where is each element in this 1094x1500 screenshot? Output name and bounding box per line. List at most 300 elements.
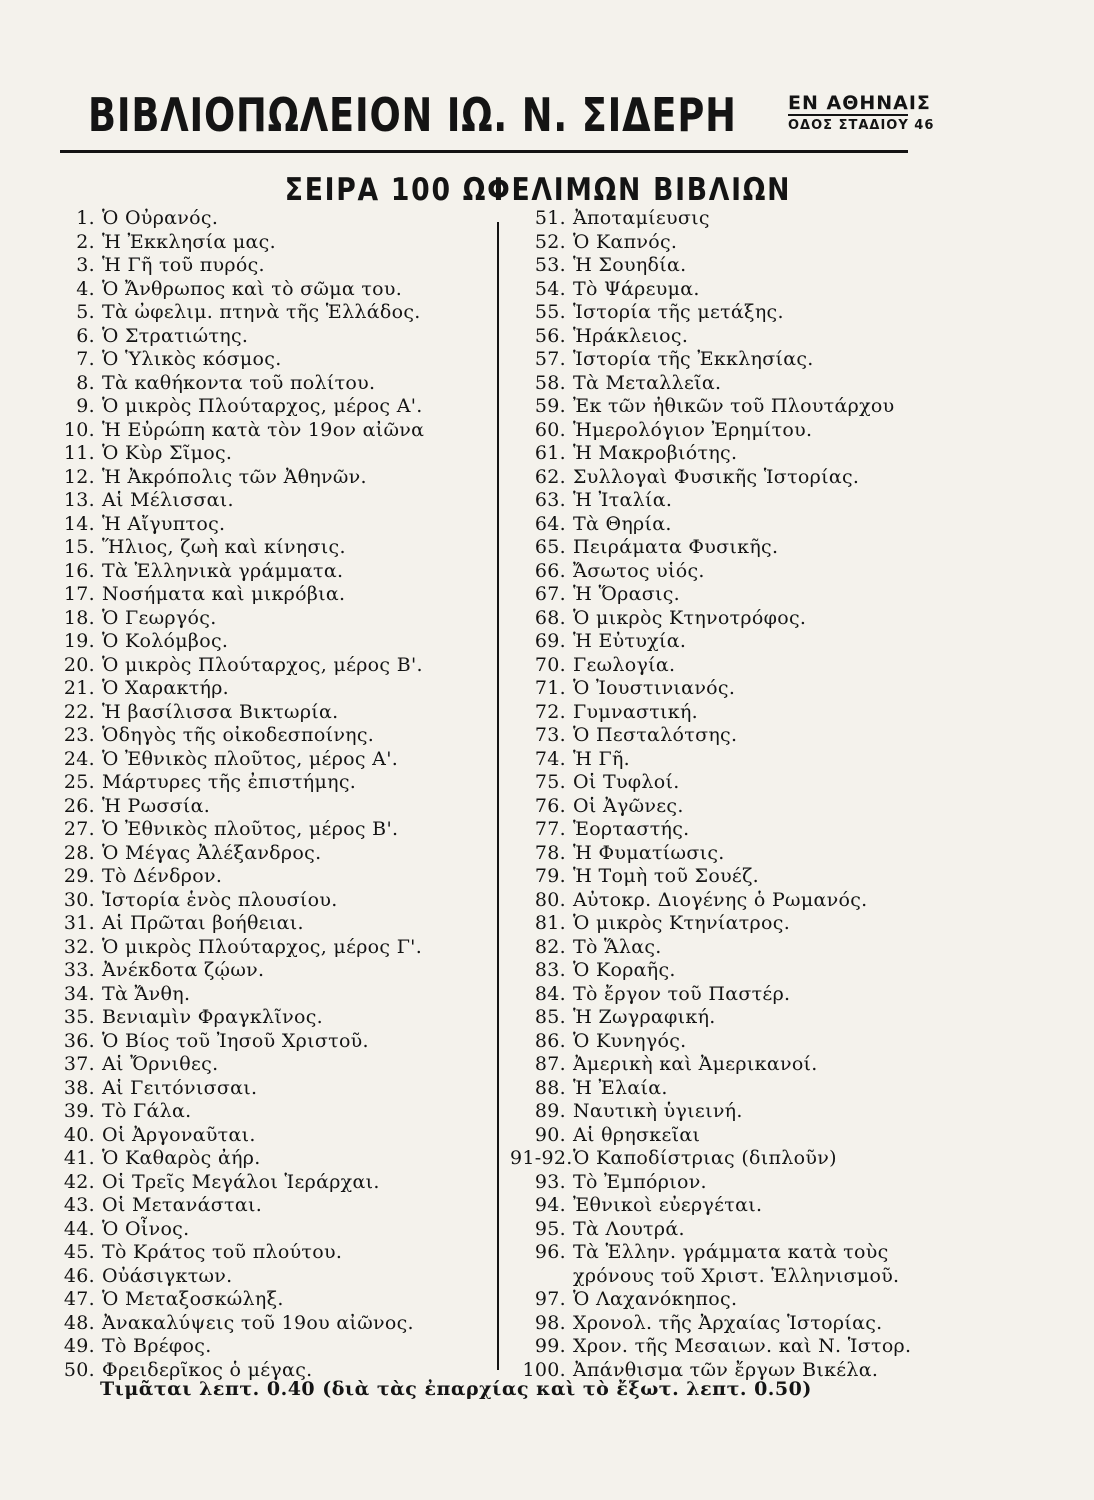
book-number: 37. [63, 1053, 95, 1075]
book-title [102, 466, 367, 488]
book-entry [52, 818, 492, 842]
book-title-line: Μάρτυρες τῆς ἐπιστήμης. [102, 771, 357, 793]
book-number: 63. [534, 489, 566, 511]
book-title-line: Οἱ Ἀγῶνες. [573, 794, 684, 817]
book-number: 71. [534, 677, 566, 699]
book-entry [510, 231, 930, 255]
book-number: 82. [534, 935, 566, 958]
book-title-line: Ἡ Ἀκρόπολις τῶν Ἀθηνῶν. [102, 465, 367, 488]
book-number: 98. [534, 1311, 566, 1334]
book-entry [52, 513, 492, 537]
book-title [573, 207, 710, 229]
book-title-line: Οὐάσιγκτων. [102, 1264, 233, 1287]
book-title-line: Τὰ Θηρία. [573, 512, 672, 535]
book-number: 88. [534, 1076, 566, 1099]
book-entry [510, 889, 930, 913]
book-title [102, 254, 265, 276]
book-title-line: Ἡ Γῆ τοῦ πυρός. [102, 254, 265, 276]
book-number: 79. [534, 865, 566, 887]
book-entry [510, 677, 930, 701]
book-number: 54. [534, 277, 566, 300]
book-number: 78. [534, 841, 566, 864]
book-title [102, 348, 282, 370]
book-entry [52, 1124, 492, 1148]
book-title [573, 654, 675, 676]
book-title-line: Ὁδηγὸς τῆς οἰκοδεσποίνης. [102, 724, 375, 746]
book-entry [52, 795, 492, 819]
book-title [573, 983, 790, 1005]
book-number: 36. [63, 1029, 95, 1052]
book-title [102, 372, 375, 394]
book-title-line: Ἀποταμίευσις [573, 207, 710, 229]
book-title [102, 1312, 414, 1334]
book-number: 2. [76, 230, 95, 253]
book-entry [510, 1124, 930, 1148]
book-number: 87. [534, 1053, 566, 1075]
book-number: 23. [63, 724, 95, 746]
book-entry [510, 1288, 930, 1312]
book-entry [52, 1100, 492, 1124]
book-title-line: Ὁ Ἐθνικὸς πλοῦτος, μέρος Β'. [102, 818, 399, 840]
book-number: 59. [534, 395, 566, 417]
book-entry [52, 912, 492, 936]
book-entry [510, 1030, 930, 1054]
book-entry [510, 325, 930, 349]
book-number: 83. [534, 959, 566, 981]
book-title [102, 1194, 262, 1216]
book-title-line: Ἡράκλειος. [573, 324, 689, 347]
book-number: 61. [534, 442, 566, 464]
book-title-line: Ἡ Μακροβιότης. [573, 442, 738, 464]
book-number: 60. [534, 418, 566, 441]
book-entry [52, 607, 492, 631]
book-entry [52, 701, 492, 725]
book-title [573, 560, 705, 582]
book-title [573, 748, 630, 770]
book-number: 72. [534, 700, 566, 723]
book-number: 33. [63, 959, 95, 981]
book-title-line: Ὁ Μέγας Ἀλέξανδρος. [102, 841, 322, 864]
book-title-line: Ἱστορία τῆς Ἐκκλησίας. [573, 348, 814, 370]
book-title-line: Οἱ Μετανάσται. [102, 1194, 263, 1216]
book-entry [510, 372, 930, 396]
book-entry [52, 842, 492, 866]
book-title [573, 254, 686, 276]
book-title-line: Χρον. τῆς Μεσαιων. καὶ Ν. Ἱστορ. [573, 1335, 912, 1357]
book-title [102, 842, 321, 864]
book-title-line: Γυμναστική. [573, 700, 698, 723]
book-title [102, 959, 264, 981]
book-title [573, 865, 759, 887]
street-label: ΟΔΟΣ ΣΤΑΔΙΟΥ 46 [788, 118, 935, 133]
book-title-line: Ναυτικὴ ὑγιεινή. [573, 1100, 743, 1122]
book-title [102, 1171, 380, 1193]
book-title [573, 1171, 707, 1193]
book-number: 43. [63, 1194, 95, 1216]
book-title-line: Αἱ Ὄρνιθες. [102, 1053, 219, 1075]
book-title [573, 889, 867, 911]
book-number: 20. [63, 653, 95, 676]
book-title [573, 677, 735, 699]
book-title-line: Τὸ Γάλα. [102, 1100, 192, 1122]
book-title [573, 1077, 668, 1099]
book-title-line: Ἀνακαλύψεις τοῦ 19ου αἰῶνος. [102, 1311, 414, 1334]
book-title [102, 865, 222, 887]
book-entry [52, 1265, 492, 1289]
book-entry [510, 1335, 930, 1359]
book-title [102, 1100, 191, 1122]
book-entry [52, 771, 492, 795]
book-title-line: Ὁ Ἐθνικὸς πλοῦτος, μέρος Α'. [102, 747, 399, 770]
book-number: 35. [63, 1006, 95, 1028]
book-title [573, 724, 737, 746]
book-entry [52, 724, 492, 748]
book-number: 95. [534, 1217, 566, 1240]
book-entry [510, 654, 930, 678]
book-title [102, 1077, 257, 1099]
book-title [102, 607, 217, 629]
book-title [102, 818, 398, 840]
book-title-line: Ὁ Λαχανόκηπος. [573, 1288, 738, 1310]
book-title [102, 724, 374, 746]
book-entry [52, 1171, 492, 1195]
book-entry [52, 865, 492, 889]
book-number: 62. [534, 465, 566, 488]
book-title-line: Αὐτοκρ. Διογένης ὁ Ρωμανός. [573, 888, 868, 911]
book-entry [510, 1053, 930, 1077]
book-number: 22. [63, 700, 95, 723]
book-entry [510, 278, 930, 302]
book-title-line: Ἐκ τῶν ἠθικῶν τοῦ Πλουτάρχου [573, 395, 895, 417]
book-title-line: Ἱστορία τῆς μετάξης. [573, 301, 784, 323]
book-number: 34. [63, 982, 95, 1005]
book-title-line: Ὁ μικρὸς Κτηνίατρος. [573, 912, 791, 934]
book-title [102, 654, 423, 676]
book-title [102, 795, 210, 817]
book-title-line: Ἡ Ζωγραφική. [573, 1006, 716, 1028]
header [88, 88, 935, 158]
book-title [102, 1241, 342, 1263]
book-title [102, 207, 218, 229]
book-title-line: Ὁ Οὐρανός. [102, 207, 219, 229]
book-title-line: Τὰ Ἄνθη. [102, 982, 191, 1005]
book-title-line: Συλλογαὶ Φυσικῆς Ἱστορίας. [573, 465, 860, 488]
book-title-line: Ὁ Μεταξοσκώληξ. [102, 1288, 284, 1310]
book-title [573, 607, 806, 629]
book-entry [52, 677, 492, 701]
book-entry [52, 395, 492, 419]
book-entry [52, 325, 492, 349]
book-title [573, 231, 677, 253]
book-number: 69. [534, 630, 566, 652]
book-entry [510, 560, 930, 584]
book-number: 26. [63, 794, 95, 817]
book-number: 38. [63, 1076, 95, 1099]
book-entry [52, 1147, 492, 1171]
book-title [102, 1335, 212, 1357]
book-title-line: Ἀνέκδοτα ζῴων. [102, 959, 265, 981]
book-number: 30. [63, 888, 95, 911]
book-entry [510, 254, 930, 278]
book-title [573, 1006, 716, 1028]
book-number: 97. [534, 1288, 566, 1310]
book-entry [510, 724, 930, 748]
book-title [102, 912, 304, 934]
book-title [102, 1030, 369, 1052]
publisher-address [788, 92, 935, 136]
book-entry [52, 348, 492, 372]
book-entry [510, 1218, 930, 1242]
book-entry [510, 442, 930, 466]
book-entry [510, 1312, 930, 1336]
book-title [102, 1006, 323, 1028]
book-title [573, 936, 662, 958]
book-title [573, 278, 700, 300]
book-title-line: Αἱ Γειτόνισσαι. [102, 1076, 258, 1099]
book-number: 10. [63, 418, 95, 441]
book-number: 96. [534, 1241, 566, 1263]
book-title-line: Τὰ καθήκοντα τοῦ πολίτου. [102, 371, 376, 394]
book-number: 65. [534, 536, 566, 558]
book-title [573, 301, 784, 323]
book-entry [52, 1006, 492, 1030]
book-title-line: Τὸ Βρέφος. [102, 1335, 212, 1357]
book-number: 11. [63, 442, 95, 464]
book-entry [52, 1053, 492, 1077]
book-title [573, 818, 689, 840]
book-entry [510, 513, 930, 537]
book-entry [510, 771, 930, 795]
book-entry [510, 1006, 930, 1030]
book-title [573, 1288, 737, 1310]
book-title [573, 395, 895, 417]
book-title [102, 1265, 233, 1287]
book-number: 73. [534, 724, 566, 746]
book-entry [510, 1077, 930, 1101]
book-number: 25. [63, 771, 95, 793]
book-entry [52, 983, 492, 1007]
book-number: 46. [63, 1264, 95, 1287]
book-title [102, 1288, 284, 1310]
book-title-line: Ὁ μικρὸς Πλούταρχος, μέρος Β'. [102, 653, 423, 676]
book-number: 41. [63, 1147, 95, 1169]
book-number: 5. [76, 301, 95, 323]
book-title [102, 936, 422, 958]
city-label: ΕΝ ΑΘΗΝΑΙΣ [788, 92, 931, 114]
book-title-line: Πειράματα Φυσικῆς. [573, 536, 779, 558]
book-entry [52, 959, 492, 983]
book-title [102, 325, 248, 347]
book-title-line: Ὁ Χαρακτήρ. [102, 677, 230, 699]
book-title [573, 1124, 700, 1146]
book-title [102, 489, 234, 511]
book-entry [510, 301, 930, 325]
book-title [573, 1147, 837, 1169]
book-number: 91-92. [510, 1147, 573, 1169]
book-title [573, 419, 812, 441]
book-title [102, 442, 232, 464]
book-title [573, 348, 814, 370]
book-number: 89. [534, 1100, 566, 1122]
book-title-line: Ἡ Τομὴ τοῦ Σουέζ. [573, 865, 760, 887]
book-title-line: Ὁ Στρατιώτης. [102, 324, 249, 347]
book-title-line: Ὁ Κολόμβος. [102, 630, 229, 652]
book-title-line: Ἡ Εὐρώπη κατὰ τὸν 19ον αἰῶνα [102, 418, 425, 441]
book-entry [52, 466, 492, 490]
book-title-line: Ἥλιος, ζωὴ καὶ κίνησις. [102, 536, 346, 558]
book-number: 12. [63, 465, 95, 488]
book-entry [510, 748, 930, 772]
book-number: 50. [63, 1358, 95, 1381]
book-number: 55. [534, 301, 566, 323]
book-title [102, 1124, 256, 1146]
book-title [573, 466, 859, 488]
book-title-line: Τὰ Λουτρά. [573, 1217, 685, 1240]
book-entry [510, 1147, 930, 1171]
book-title-line: Γεωλογία. [573, 653, 676, 676]
book-title [102, 889, 338, 911]
book-number: 32. [63, 935, 95, 958]
book-title-line: Ἀπάνθισμα τῶν ἔργων Βικέλα. [573, 1358, 879, 1381]
book-number: 76. [534, 794, 566, 817]
book-number: 64. [534, 512, 566, 535]
book-title-line: Ὁ Γεωργός. [102, 606, 217, 629]
book-number: 80. [534, 888, 566, 911]
book-title-line: Ὁ Ὑλικὸς κόσμος. [102, 348, 282, 370]
book-entry [52, 936, 492, 960]
book-title-line: Ὁ Κὺρ Σῖμος. [102, 442, 233, 464]
book-title [102, 419, 424, 441]
book-title [102, 748, 398, 770]
book-entry [52, 1030, 492, 1054]
book-number: 67. [534, 583, 566, 605]
book-number: 93. [534, 1170, 566, 1193]
book-title-line: Ἡ Ὅρασις. [573, 583, 681, 605]
book-title-line: Ὁ Καθαρὸς ἀήρ. [102, 1147, 261, 1169]
book-title-line: Ἡμερολόγιον Ἐρημίτου. [573, 418, 813, 441]
book-entry [510, 583, 930, 607]
book-entry [52, 630, 492, 654]
book-title-line: Βενιαμὶν Φραγκλῖνος. [102, 1006, 323, 1028]
book-number: 29. [63, 865, 95, 887]
book-title-line: Ἡ Ἰταλία. [573, 489, 673, 511]
book-title-line: Ὁ Καπνός. [573, 230, 678, 253]
book-title-line: Ὁ Ἰουστινιανός. [573, 677, 736, 699]
book-number: 85. [534, 1006, 566, 1028]
book-number: 6. [76, 324, 95, 347]
book-number: 49. [63, 1335, 95, 1357]
book-number: 42. [63, 1170, 95, 1193]
book-title [573, 771, 680, 793]
book-number: 94. [534, 1194, 566, 1216]
book-number: 31. [63, 912, 95, 934]
book-title-line: Ὁ Βίος τοῦ Ἰησοῦ Χριστοῦ. [102, 1029, 369, 1052]
book-entry [510, 466, 930, 490]
book-entry [510, 419, 930, 443]
book-title [102, 677, 229, 699]
book-entry [52, 278, 492, 302]
book-title-line: Οἱ Ἀργοναῦται. [102, 1123, 256, 1146]
book-title-line: Ἡ Φυματίωσις. [573, 841, 725, 864]
book-title-line: Τὰ ὠφελιμ. πτηνὰ τῆς Ἑλλάδος. [102, 301, 421, 323]
book-title [573, 1218, 685, 1240]
book-title [102, 560, 343, 582]
book-title [573, 536, 778, 558]
book-number: 51. [534, 207, 566, 229]
book-number: 27. [63, 818, 95, 840]
book-entry [52, 560, 492, 584]
book-entry [52, 419, 492, 443]
book-number: 84. [534, 982, 566, 1005]
book-title-line: Τὸ Ἅλας. [573, 935, 662, 958]
book-entry [510, 842, 930, 866]
book-title [102, 536, 346, 558]
book-title-line: Οἱ Τρεῖς Μεγάλοι Ἱεράρχαι. [102, 1170, 380, 1193]
book-title [102, 771, 356, 793]
book-title-line: Τὰ Μεταλλεῖα. [573, 371, 722, 394]
book-title [573, 1194, 762, 1216]
book-title [102, 583, 345, 605]
book-title-line: Τὸ Ψάρευμα. [573, 277, 700, 300]
book-title [573, 959, 676, 981]
book-title [573, 1053, 818, 1075]
book-title [102, 278, 402, 300]
book-number: 100. [522, 1358, 566, 1381]
book-number: 52. [534, 230, 566, 253]
book-entry [52, 1077, 492, 1101]
book-entry [52, 1335, 492, 1359]
book-title [102, 513, 225, 535]
book-title-line: Ἡ βασίλισσα Βικτωρία. [102, 700, 339, 723]
book-entry [52, 1312, 492, 1336]
publisher-name: ΒΙΒΛΙΟΠΩΛΕΙΟΝ ΙΩ. Ν. ΣΙΔΕΡΗ [88, 88, 737, 142]
book-number: 21. [63, 677, 95, 699]
book-number: 48. [63, 1311, 95, 1334]
header-rule [60, 150, 908, 153]
book-title-line: Ὁ Κοραῆς. [573, 959, 676, 981]
book-title-line: Ὁ Καποδίστριας (διπλοῦν) [573, 1147, 837, 1169]
book-number: 45. [63, 1241, 95, 1263]
book-title [102, 395, 423, 417]
book-entry [52, 654, 492, 678]
book-title [573, 1335, 911, 1357]
book-number: 16. [63, 559, 95, 582]
book-number: 57. [534, 348, 566, 370]
book-entry [52, 207, 492, 231]
book-title-line: Τὰ Ἑλληνικὰ γράμματα. [102, 559, 344, 582]
book-title-line: Τὸ Δένδρον. [102, 865, 223, 887]
book-title-line: Οἱ Τυφλοί. [573, 771, 680, 793]
book-number: 24. [63, 747, 95, 770]
book-number: 74. [534, 747, 566, 770]
book-entry [510, 1100, 930, 1124]
book-title [102, 1218, 189, 1240]
book-title-line: Ἡ Σουηδία. [573, 254, 687, 276]
right-book-list [510, 207, 930, 1382]
book-entry [510, 959, 930, 983]
book-title [573, 583, 680, 605]
book-title [573, 630, 686, 652]
book-entry [510, 395, 930, 419]
book-title [573, 513, 672, 535]
book-title-line: Ὁ μικρὸς Πλούταρχος, μέρος Γ'. [102, 935, 423, 958]
book-entry [52, 1241, 492, 1265]
book-number: 7. [76, 348, 95, 370]
book-title-line: Χρονολ. τῆς Ἀρχαίας Ἱστορίας. [573, 1311, 883, 1334]
book-title-line: Ἡ Ἐκκλησία μας. [102, 230, 276, 253]
book-entry [510, 207, 930, 231]
price-note: Τιμᾶται λεπτ. 0.40 (διὰ τὰς ἐπαρχίας καὶ τὸ ἔξωτ. λεπτ. 0.50) [100, 1378, 812, 1400]
